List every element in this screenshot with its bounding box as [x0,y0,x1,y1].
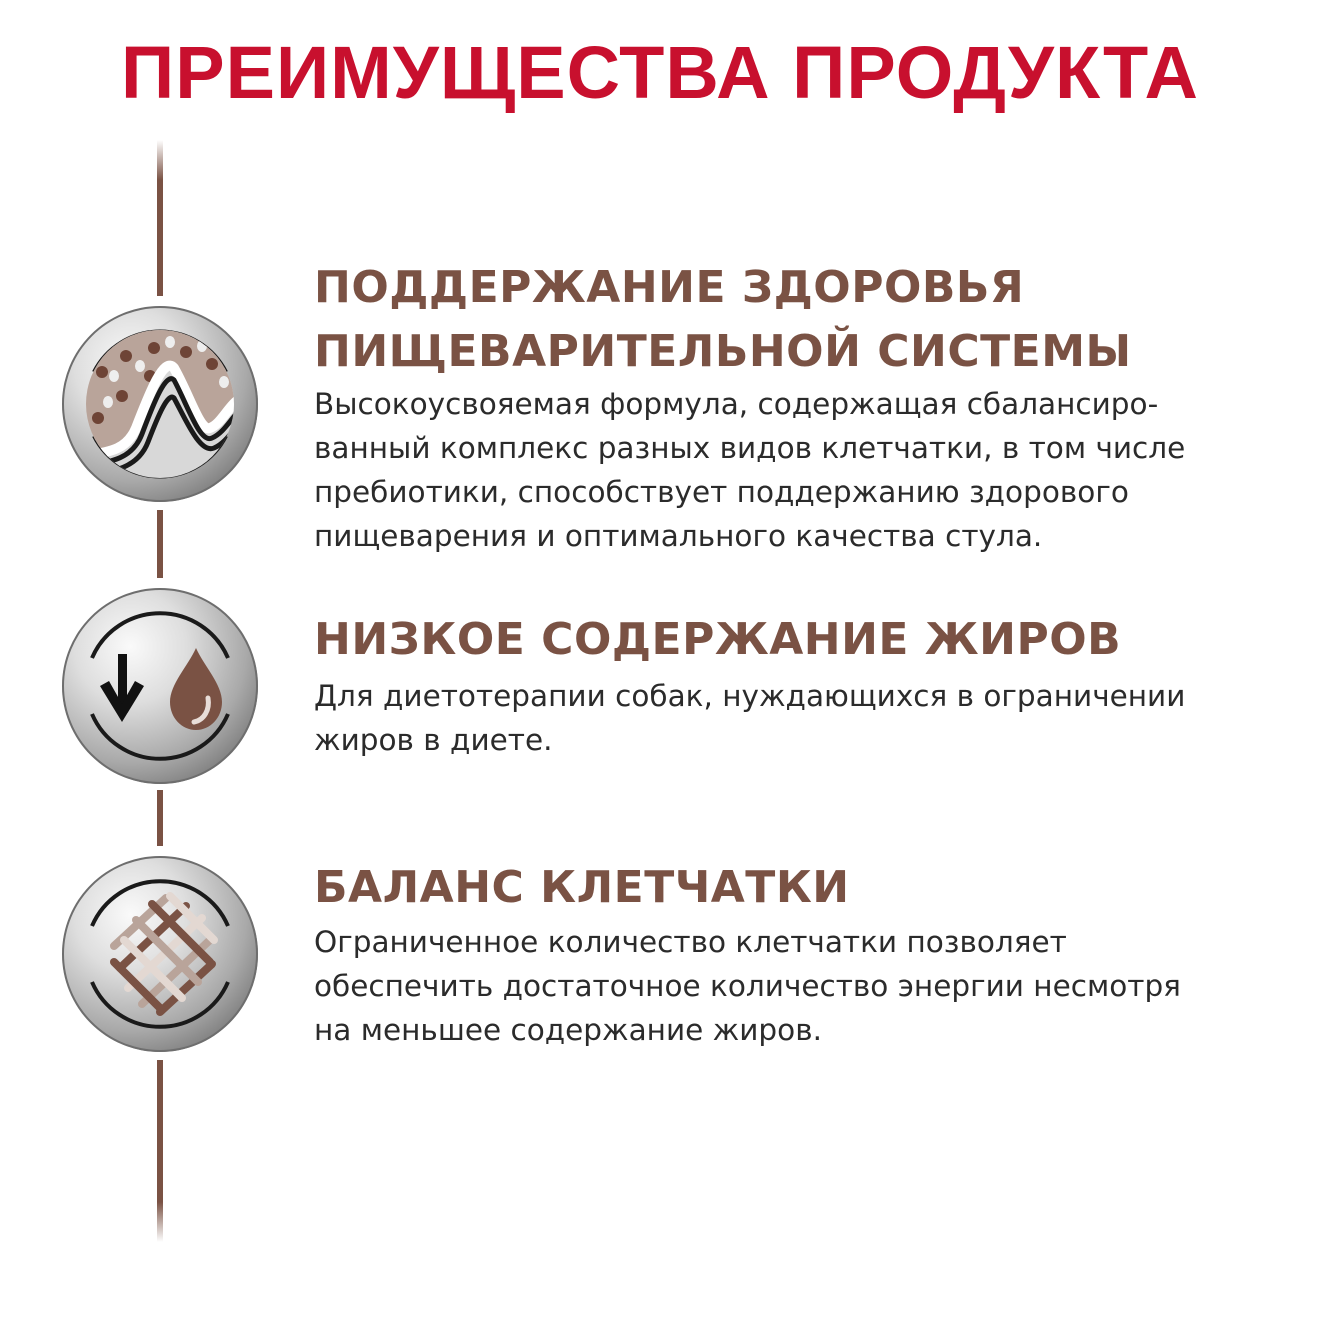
text-line: жиров в диете. [314,723,553,757]
low-fat-icon [62,588,258,784]
arrow-down-icon [100,654,144,722]
text-line: пребиотики, способствует поддержанию здорового [314,475,1129,509]
feature-heading-digestion [314,256,1214,384]
feature-heading-fiber [314,856,1214,920]
text-line: пищеварения и оптимального качества стула. [314,519,1043,553]
heading-line: БАЛАНС КЛЕТЧАТКИ [314,862,850,913]
timeline-line [157,790,163,846]
text-line: ванный комплекс разных видов клетчатки, в том числе [314,431,1186,465]
digestion-icon [62,306,258,502]
drop-icon [170,648,222,730]
fiber-balance-icon [62,856,258,1052]
text-line: на меньшее содержание жиров. [314,1013,822,1047]
heading-line: ПИЩЕВАРИТЕЛЬНОЙ СИСТЕМЫ [314,326,1132,377]
heading-line: НИЗКОЕ СОДЕРЖАНИЕ ЖИРОВ [314,614,1122,665]
feature-text-digestion [314,382,1304,558]
text-line: Ограниченное количество клетчатки позволяет [314,925,1067,959]
text-line: Для диетотерапии собак, нуждающихся в ограничении [314,679,1186,713]
page-title: ПРЕИМУЩЕСТВА ПРОДУКТА [121,31,1199,114]
feature-text-fiber [314,920,1304,1052]
text-line: обеспечить достаточное количество энергии несмотря [314,969,1181,1003]
text-line: Высокоусвояемая формула, содержащая сбалансиро- [314,387,1159,421]
feature-text-low-fat [314,674,1304,762]
timeline-line [157,1060,163,1242]
feature-heading-low-fat [314,608,1214,672]
heading-line: ПОДДЕРЖАНИЕ ЗДОРОВЬЯ [314,262,1025,313]
timeline-line [157,510,163,578]
timeline-line [157,140,163,296]
